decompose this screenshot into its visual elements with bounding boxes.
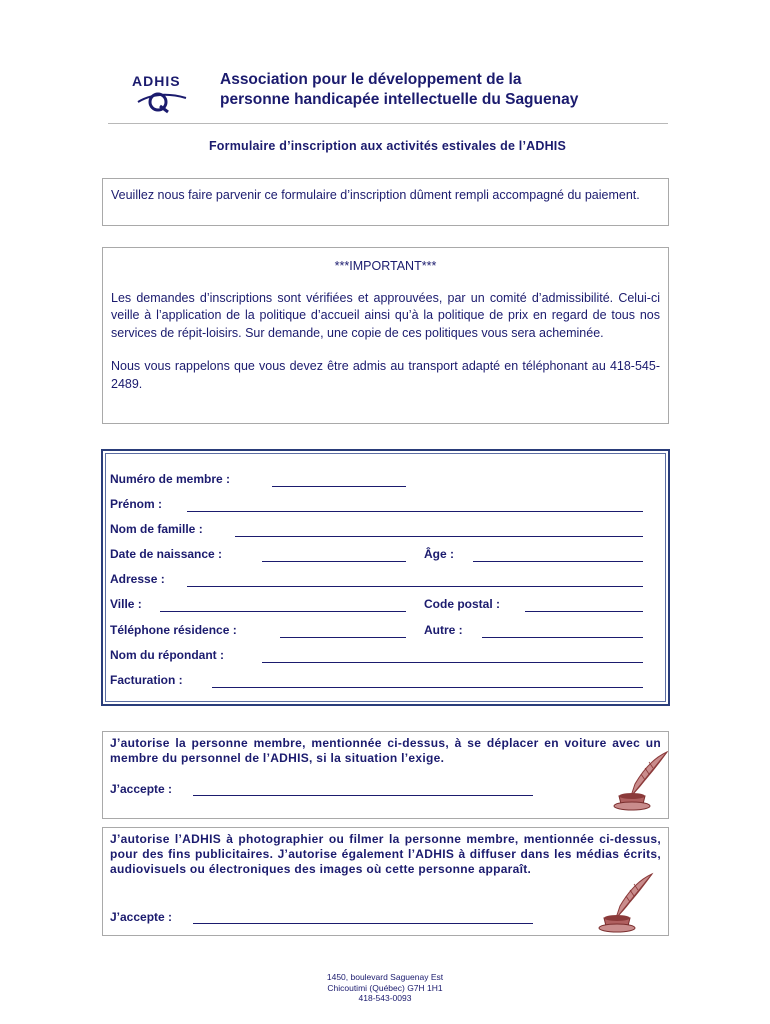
nom-famille-field[interactable] [235, 536, 643, 537]
form-title: Formulaire d’inscription aux activités estivales de l’ADHIS [208, 139, 567, 153]
consent-transport-box [102, 731, 669, 819]
important-title: ***IMPORTANT*** [334, 259, 437, 273]
numero-membre-field[interactable] [272, 486, 406, 487]
organization-name [220, 70, 660, 110]
autre-label: Autre : [424, 623, 463, 637]
nom-famille-label: Nom de famille : [110, 522, 203, 536]
code-postal-field[interactable] [525, 611, 643, 612]
numero-membre-label: Numéro de membre : [110, 472, 231, 486]
telephone-label: Téléphone résidence : [110, 623, 237, 637]
code-postal-label: Code postal : [424, 597, 501, 611]
consent-transport-text: J’autorise la personne membre, mentionnée ci-dessus, à se déplacer en voiture avec un membre du personnel de l’ADHIS, si la situation l’exige. [110, 736, 661, 765]
intro-text: Veuillez nous faire parvenir ce formulaire d’inscription dûment rempli accompagné du paiement. [111, 188, 640, 202]
member-form-inner-frame [105, 453, 666, 702]
quill-inkwell-icon [590, 872, 656, 934]
age-label: Âge : [424, 547, 454, 561]
telephone-field[interactable] [280, 637, 406, 638]
svg-text:ADHIS: ADHIS [132, 73, 181, 89]
consent-transport-accept-label: J’accepte : [110, 782, 173, 796]
intro-box [102, 178, 669, 226]
member-form-frame [101, 449, 670, 706]
important-paragraph-1: Les demandes d’inscriptions sont vérifiées et approuvées, par un comité d’admissibilité. Celui-ci veille à l’application de la politique d’accueil ainsi qu’à la politique de prix en regard de tous nos services de répit-loisirs. Sur demande, une copie de ces politiques vous sera acheminée. [111, 290, 660, 340]
consent-transport-signature-field[interactable] [193, 795, 533, 796]
adhis-logo [130, 72, 210, 114]
autre-field[interactable] [482, 637, 643, 638]
age-field[interactable] [473, 561, 643, 562]
facturation-label: Facturation : [110, 673, 183, 687]
adresse-field[interactable] [187, 586, 643, 587]
ville-label: Ville : [110, 597, 142, 611]
ville-field[interactable] [160, 611, 406, 612]
quill-inkwell-icon [605, 750, 671, 812]
consent-media-signature-field[interactable] [193, 923, 533, 924]
prenom-field[interactable] [187, 511, 643, 512]
nom-repondant-label: Nom du répondant : [110, 648, 224, 662]
consent-media-accept-label: J’accepte : [110, 910, 173, 924]
adresse-label: Adresse : [110, 572, 165, 586]
footer-address [250, 972, 520, 1004]
prenom-label: Prénom : [110, 497, 163, 511]
date-naissance-field[interactable] [262, 561, 406, 562]
important-paragraph-2: Nous vous rappelons que vous devez être admis au transport adapté en téléphonant au 418-545-2489. [111, 359, 660, 391]
footer-address-line1: 1450, boulevard Saguenay Est [326, 972, 444, 982]
nom-repondant-field[interactable] [262, 662, 643, 663]
facturation-field[interactable] [212, 687, 643, 688]
date-naissance-label: Date de naissance : [110, 547, 223, 561]
org-name-line1: Association pour le développement de la [220, 71, 522, 88]
footer-phone: 418-543-0093 [358, 993, 412, 1003]
org-name-line2: personne handicapée intellectuelle du Saguenay [220, 91, 579, 108]
footer-address-line2: Chicoutimi (Québec) G7H 1H1 [327, 982, 443, 993]
consent-media-text: J’autorise l’ADHIS à photographier ou filmer la personne membre, mentionnée ci-dessus, pour des fins publicitaires. J’autorise également l’ADHIS à diffuser dans les médias écrits, audiovisuels ou électroniques des images où cette personne apparaît. [110, 832, 661, 876]
consent-media-box [102, 827, 669, 936]
important-box [102, 247, 669, 424]
header-divider [108, 123, 668, 124]
